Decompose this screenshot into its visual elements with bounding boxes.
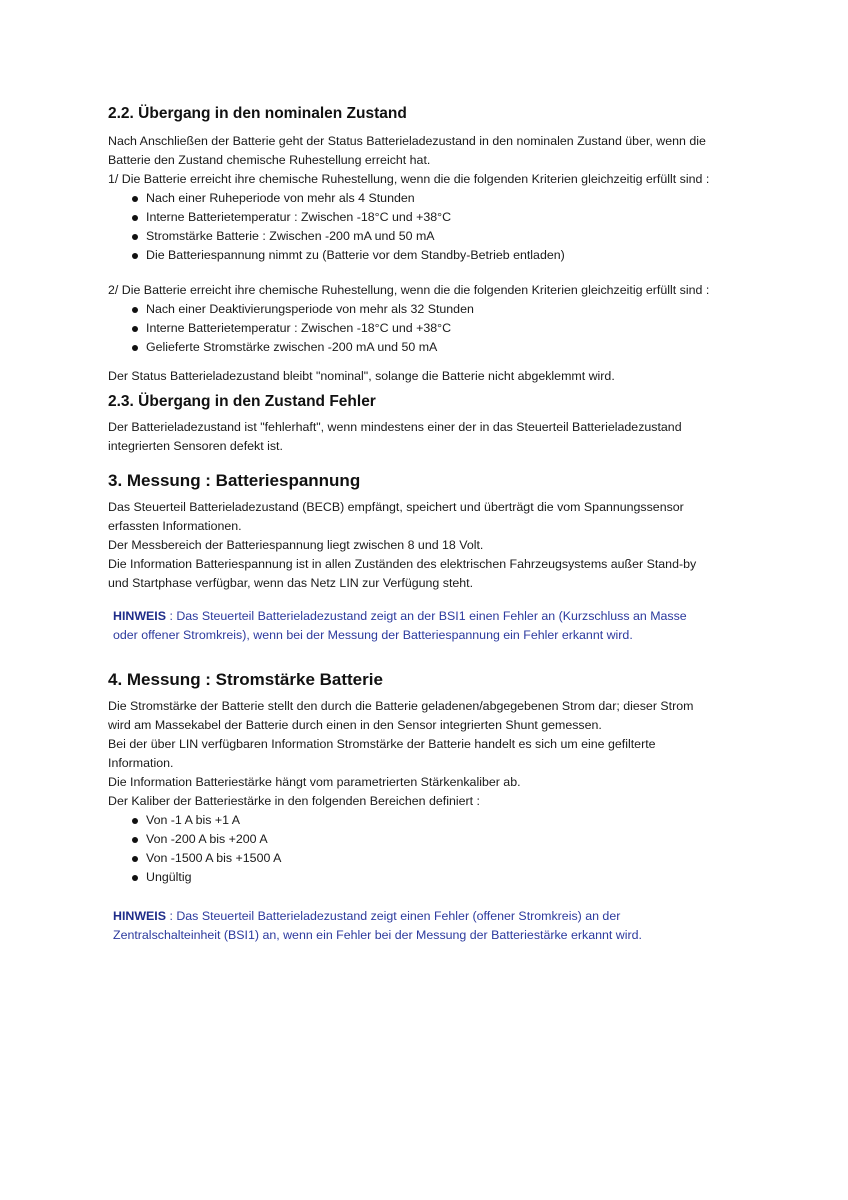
bullet-icon [132, 307, 138, 313]
bullet-list [108, 300, 740, 357]
note-line [113, 607, 740, 626]
paragraph-line: Nach Anschließen der Batterie geht der Status Batterieladezustand in den nominalen Zustand über, wenn die [108, 134, 706, 148]
note-line [113, 907, 740, 926]
list-item-text: Die Batteriespannung nimmt zu (Batterie vor dem Standby-Betrieb entladen) [146, 248, 565, 262]
note-line: oder offener Stromkreis), wenn bei der Messung der Batteriespannung ein Fehler erkannt wird. [113, 628, 633, 642]
list-item [130, 300, 740, 319]
section-heading-2-2: 2.2. Übergang in den nominalen Zustand [108, 105, 407, 122]
paragraph-line: wird am Massekabel der Batterie durch einen in den Sensor integrierten Shunt gemessen. [108, 718, 602, 732]
list-item-text: Ungültig [146, 870, 192, 884]
note-label: HINWEIS [113, 609, 167, 623]
section-heading-2-3: 2.3. Übergang in den Zustand Fehler [108, 393, 376, 410]
criteria-intro: 1/ Die Batterie erreicht ihre chemische Ruhestellung, wenn die die folgenden Kriterien gleichzeitig erfüllt sind : [108, 172, 710, 186]
paragraph-line: Die Stromstärke der Batterie stellt den durch die Batterie geladenen/abgegebenen Strom dar; dieser Strom [108, 699, 694, 713]
bullet-icon [132, 234, 138, 240]
bullet-icon [132, 326, 138, 332]
paragraph-line: Bei der über LIN verfügbaren Information Stromstärke der Batterie handelt es sich um eine gefilterte [108, 737, 656, 751]
bullet-icon [132, 215, 138, 221]
note-block [108, 907, 740, 945]
list-item [130, 868, 740, 887]
paragraph-line: Der Batterieladezustand ist "fehlerhaft", wenn mindestens einer der in das Steuerteil Batterieladezustand [108, 420, 682, 434]
list-item-text: Interne Batterietemperatur : Zwischen -18°C und +38°C [146, 210, 452, 224]
bullet-list [108, 189, 740, 265]
list-item [130, 849, 740, 868]
list-item-text: Gelieferte Stromstärke zwischen -200 mA und 50 mA [146, 340, 438, 354]
list-item [130, 189, 740, 208]
bullet-icon [132, 818, 138, 824]
bullet-icon [132, 253, 138, 259]
list-item [130, 246, 740, 265]
list-item-text: Interne Batterietemperatur : Zwischen -18°C und +38°C [146, 321, 452, 335]
list-item [130, 319, 740, 338]
paragraph-line: Die Information Batteriestärke hängt vom parametrierten Stärkenkaliber ab. [108, 775, 521, 789]
section-heading-4: 4. Messung : Stromstärke Batterie [108, 670, 383, 689]
bullet-icon [132, 875, 138, 881]
note-line: Zentralschalteinheit (BSI1) an, wenn ein Fehler bei der Messung der Batteriestärke erkannt wird. [113, 928, 642, 942]
bullet-icon [132, 345, 138, 351]
list-item-text: Von -1 A bis +1 A [146, 813, 241, 827]
note-label: HINWEIS [113, 909, 167, 923]
list-item [130, 811, 740, 830]
list-item-text: Von -1500 A bis +1500 A [146, 851, 282, 865]
note-text: : Das Steuerteil Batterieladezustand zeigt einen Fehler (offener Stromkreis) an der [166, 909, 621, 923]
list-item-text: Von -200 A bis +200 A [146, 832, 268, 846]
bullet-icon [132, 196, 138, 202]
paragraph-line: und Startphase verfügbar, wenn das Netz LIN zur Verfügung steht. [108, 576, 474, 590]
paragraph-line: Das Steuerteil Batterieladezustand (BECB) empfängt, speichert und überträgt die vom Spannungssensor [108, 500, 684, 514]
page-content [108, 104, 740, 945]
paragraph-line: Der Status Batterieladezustand bleibt "nominal", solange die Batterie nicht abgeklemmt wird. [108, 369, 615, 383]
list-item [130, 208, 740, 227]
note-text: : Das Steuerteil Batterieladezustand zeigt an der BSI1 einen Fehler an (Kurzschluss an Masse [166, 609, 687, 623]
section-heading-3: 3. Messung : Batteriespannung [108, 471, 361, 490]
list-item [130, 830, 740, 849]
paragraph-line: Der Messbereich der Batteriespannung liegt zwischen 8 und 18 Volt. [108, 538, 484, 552]
criteria-intro: 2/ Die Batterie erreicht ihre chemische Ruhestellung, wenn die die folgenden Kriterien gleichzeitig erfüllt sind : [108, 283, 710, 297]
paragraph-line: Information. [108, 756, 174, 770]
list-item-text: Nach einer Ruheperiode von mehr als 4 Stunden [146, 191, 415, 205]
bullet-icon [132, 837, 138, 843]
paragraph-line: erfassten Informationen. [108, 519, 242, 533]
paragraph-line: Batterie den Zustand chemische Ruhestellung erreicht hat. [108, 153, 431, 167]
paragraph-line: Die Information Batteriespannung ist in allen Zuständen des elektrischen Fahrzeugsystems außer Stand-by [108, 557, 697, 571]
list-item-text: Stromstärke Batterie : Zwischen -200 mA und 50 mA [146, 229, 435, 243]
bullet-icon [132, 856, 138, 862]
list-item [130, 227, 740, 246]
list-item [130, 338, 740, 357]
bullet-list [108, 811, 740, 887]
paragraph-line: Der Kaliber der Batteriestärke in den folgenden Bereichen definiert : [108, 794, 480, 808]
note-block [108, 607, 740, 645]
list-item-text: Nach einer Deaktivierungsperiode von mehr als 32 Stunden [146, 302, 474, 316]
paragraph-line: integrierten Sensoren defekt ist. [108, 439, 283, 453]
